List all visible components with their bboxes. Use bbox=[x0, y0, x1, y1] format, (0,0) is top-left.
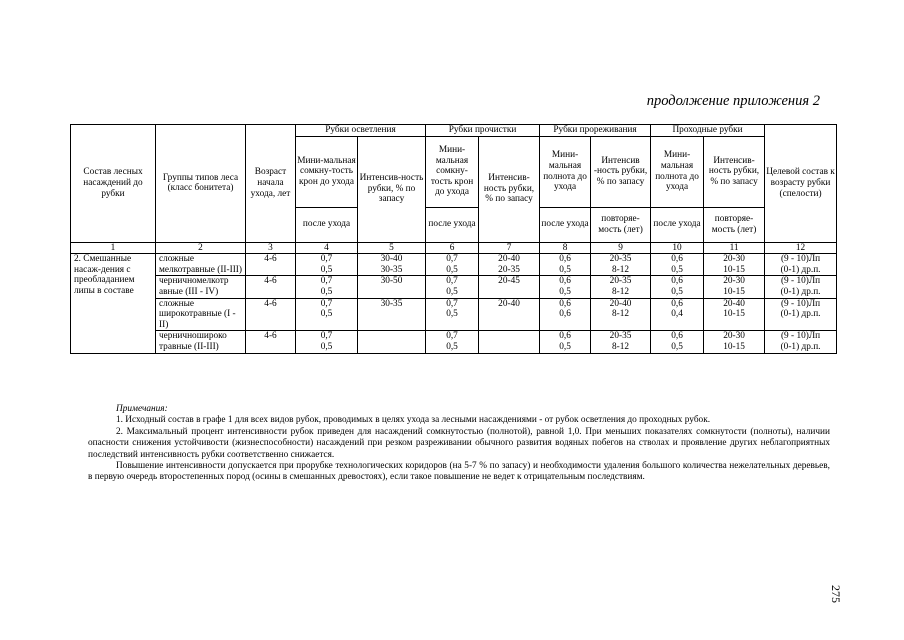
value-before: 0,6 bbox=[559, 276, 571, 287]
value-cell-c8 bbox=[540, 276, 591, 298]
column-number: 10 bbox=[651, 242, 704, 254]
value-cell-c9 bbox=[591, 276, 651, 298]
table-row bbox=[71, 298, 837, 331]
value-before: 30-35 bbox=[380, 298, 403, 309]
note-3: Повышение интенсивности допускается при прорубке технологических коридоров (на 5-7 % по запасу) и необходимости удаления большого количества нежелательных деревьев, в первую очередь второстепенных пород (осины в смешанных древостоях), если такое повышение не ведет к отрицательным последствиям. bbox=[88, 461, 830, 483]
value-before: 0,6 bbox=[559, 254, 571, 265]
value-cell-c11 bbox=[704, 331, 765, 353]
header-intensity: Интенсив-ность рубки, % по запасу bbox=[479, 136, 540, 242]
header-repeatability: повторяе-мость (лет) bbox=[704, 207, 765, 242]
value-before: 20-40 bbox=[609, 298, 632, 309]
value-before: 0,7 bbox=[320, 331, 333, 342]
header-intensity: Интенсив-ность рубки, % по запасу bbox=[704, 136, 765, 207]
value-after: 0,5 bbox=[320, 341, 333, 352]
value-cell-c6 bbox=[426, 276, 479, 298]
value-cell-c11 bbox=[704, 298, 765, 331]
value-before: 0,6 bbox=[559, 298, 571, 309]
value-before: 0,7 bbox=[320, 276, 333, 287]
value-after: 0,5 bbox=[559, 341, 571, 352]
value-cell-c12 bbox=[765, 331, 837, 353]
header-after-care: после ухода bbox=[296, 207, 358, 242]
value-after bbox=[480, 287, 538, 298]
composition-cell: 2. Смешанные насаж-дения с преобладанием липы в составе bbox=[71, 254, 156, 353]
page-number: 275 bbox=[829, 585, 843, 603]
value-after: 0,5 bbox=[320, 264, 333, 275]
column-number: 2 bbox=[156, 242, 246, 254]
header-target-composition: Целевой состав к возрасту рубки (спелости) bbox=[765, 125, 837, 243]
value-before: 20-35 bbox=[609, 254, 632, 265]
value-cell-c9 bbox=[591, 331, 651, 353]
value-cell-c4 bbox=[296, 276, 358, 298]
forest-care-table bbox=[70, 124, 837, 354]
column-number: 9 bbox=[591, 242, 651, 254]
value-cell-c9 bbox=[591, 254, 651, 276]
value-after bbox=[359, 331, 424, 342]
header-after-care: после ухода bbox=[426, 207, 479, 242]
value-after: 0,5 bbox=[671, 264, 683, 275]
value-after: 0,5 bbox=[446, 309, 458, 320]
value-after bbox=[480, 331, 538, 342]
header-group-passage: Проходные рубки bbox=[651, 125, 765, 137]
value-cell-c4 bbox=[296, 298, 358, 331]
value-before: 0,6 bbox=[671, 298, 683, 309]
header-start-age: Возраст начала ухода, лет bbox=[246, 125, 296, 243]
value-after: 0,5 bbox=[671, 341, 683, 352]
header-min-density: Мини-мальная сомкну-тость крон до ухода bbox=[296, 136, 358, 207]
value-before: 0,6 bbox=[559, 331, 571, 342]
value-cell-c5 bbox=[358, 298, 426, 331]
value-after: 8-12 bbox=[612, 341, 630, 352]
value-after: (0-1) др.п. bbox=[780, 341, 821, 352]
value-after: 0,4 bbox=[671, 309, 683, 320]
value-cell-c12 bbox=[765, 276, 837, 298]
header-min-density: Мини-мальная сомкну-тость крон до ухода bbox=[426, 136, 479, 207]
value-before: 20-40 bbox=[723, 298, 745, 309]
column-number: 1 bbox=[71, 242, 156, 254]
start-age-cell: 4-6 bbox=[246, 298, 296, 331]
column-number: 6 bbox=[426, 242, 479, 254]
forest-type-group-cell: черничношироко травные (II-III) bbox=[156, 331, 246, 353]
start-age-cell: 4-6 bbox=[246, 254, 296, 276]
header-repeatability: повторяе-мость (лет) bbox=[591, 207, 651, 242]
continuation-caption: продолжение приложения 2 bbox=[646, 93, 820, 109]
header-group-thinning: Рубки прореживания bbox=[540, 125, 651, 137]
header-forest-type-groups: Группы типов леса (класс бонитета) bbox=[156, 125, 246, 243]
value-before: (9 - 10)Лп bbox=[780, 254, 821, 265]
table-row bbox=[71, 331, 837, 353]
forest-type-group-cell: сложные широкотравные (I - II) bbox=[156, 298, 246, 331]
value-after: 20-35 bbox=[498, 264, 520, 275]
header-group-cleaning: Рубки прочистки bbox=[426, 125, 540, 137]
forest-type-group-cell: сложные мелкотравные (II-III) bbox=[156, 254, 246, 276]
value-cell-c4 bbox=[296, 331, 358, 353]
value-before: 0,7 bbox=[446, 254, 458, 265]
value-cell-c12 bbox=[765, 254, 837, 276]
value-before: 20-40 bbox=[498, 254, 520, 265]
column-number: 8 bbox=[540, 242, 591, 254]
header-intensity: Интенсив -ность рубки, % по запасу bbox=[591, 136, 651, 207]
value-before: 0,6 bbox=[671, 254, 683, 265]
column-number: 3 bbox=[246, 242, 296, 254]
value-after: 0,5 bbox=[559, 264, 571, 275]
value-cell-c12 bbox=[765, 298, 837, 331]
value-after: 10-15 bbox=[723, 341, 745, 352]
notes-caption: Примечания: bbox=[116, 404, 168, 414]
value-before: 0,7 bbox=[320, 254, 333, 265]
column-number: 11 bbox=[704, 242, 765, 254]
value-cell-c6 bbox=[426, 254, 479, 276]
value-before: 20-35 bbox=[609, 331, 632, 342]
value-after: 30-35 bbox=[380, 264, 403, 275]
value-before: 0,6 bbox=[671, 331, 683, 342]
value-cell-c6 bbox=[426, 298, 479, 331]
value-cell-c7 bbox=[479, 331, 540, 353]
start-age-cell: 4-6 bbox=[246, 276, 296, 298]
value-before: 20-35 bbox=[609, 276, 632, 287]
value-cell-c4 bbox=[296, 254, 358, 276]
value-cell-c8 bbox=[540, 298, 591, 331]
column-number: 5 bbox=[358, 242, 426, 254]
value-before: 0,6 bbox=[671, 276, 683, 287]
value-after: 0,5 bbox=[446, 341, 458, 352]
value-before: 30-50 bbox=[380, 276, 403, 287]
table-row bbox=[71, 276, 837, 298]
note-2: 2. Максимальный процент интенсивности рубок приведен для насаждений сомкнутостью (полнотой), равной 1,0. При меньших показателях сомкнутости (полноты), наличии опасности снижения устойчивости (жизнеспособности) насаждений при резком разреживании обычного развития водяных побегов на стволах и проявление других неблагоприятных последствий интенсивность рубки соответственно снижается. bbox=[88, 426, 830, 460]
value-before: 20-40 bbox=[498, 298, 520, 309]
value-before: 20-30 bbox=[723, 276, 745, 287]
value-after bbox=[359, 287, 424, 298]
value-after: 10-15 bbox=[723, 309, 745, 320]
notes-section bbox=[88, 404, 830, 484]
header-group-clearing: Рубки осветления bbox=[296, 125, 426, 137]
forest-type-group-cell: черничномелкотр авные (III - IV) bbox=[156, 276, 246, 298]
value-after: 10-15 bbox=[723, 264, 745, 275]
value-after: 8-12 bbox=[612, 286, 630, 297]
value-before: 0,7 bbox=[446, 276, 458, 287]
value-after: 0,5 bbox=[446, 264, 458, 275]
header-composition: Состав лесных насаждений до рубки bbox=[71, 125, 156, 243]
header-intensity: Интенсив-ность рубки, % по запасу bbox=[358, 136, 426, 242]
value-cell-c6 bbox=[426, 331, 479, 353]
table-row bbox=[71, 254, 837, 276]
value-cell-c10 bbox=[651, 254, 704, 276]
value-before: (9 - 10)Лп bbox=[780, 298, 821, 309]
value-cell-c7 bbox=[479, 276, 540, 298]
value-cell-c10 bbox=[651, 276, 704, 298]
value-after: 10-15 bbox=[723, 286, 745, 297]
value-cell-c8 bbox=[540, 254, 591, 276]
header-after-care: после ухода bbox=[540, 207, 591, 242]
value-after: 0,5 bbox=[446, 286, 458, 297]
value-before: (9 - 10)Лп bbox=[780, 331, 821, 342]
value-cell-c5 bbox=[358, 254, 426, 276]
value-cell-c7 bbox=[479, 254, 540, 276]
value-before: 30-40 bbox=[380, 254, 403, 265]
value-after bbox=[359, 309, 424, 320]
value-before: 20-45 bbox=[498, 276, 520, 287]
value-cell-c11 bbox=[704, 254, 765, 276]
value-before: 0,7 bbox=[446, 331, 458, 342]
value-after bbox=[480, 309, 538, 320]
column-number: 12 bbox=[765, 242, 837, 254]
value-before: 20-30 bbox=[723, 254, 745, 265]
value-cell-c5 bbox=[358, 276, 426, 298]
value-cell-c8 bbox=[540, 331, 591, 353]
value-cell-c10 bbox=[651, 298, 704, 331]
value-after: (0-1) др.п. bbox=[780, 264, 821, 275]
header-min-fullness: Мини-мальная полнота до ухода bbox=[651, 136, 704, 207]
value-cell-c7 bbox=[479, 298, 540, 331]
value-after: 0,5 bbox=[320, 286, 333, 297]
value-before: 0,7 bbox=[320, 298, 333, 309]
value-before: 20-30 bbox=[723, 331, 745, 342]
column-number: 4 bbox=[296, 242, 358, 254]
value-after: 8-12 bbox=[612, 264, 630, 275]
column-number: 7 bbox=[479, 242, 540, 254]
value-after: 8-12 bbox=[612, 309, 630, 320]
value-after: (0-1) др.п. bbox=[780, 309, 821, 320]
header-min-fullness: Мини-мальная полнота до ухода bbox=[540, 136, 591, 207]
value-before: 0,7 bbox=[446, 298, 458, 309]
value-cell-c5 bbox=[358, 331, 426, 353]
value-after: 0,5 bbox=[671, 286, 683, 297]
value-after: 0,5 bbox=[320, 309, 333, 320]
note-1: 1. Исходный состав в графе 1 для всех видов рубок, проводимых в целях ухода за лесными насаждениями - от рубок осветления до проходных рубок. bbox=[116, 415, 711, 426]
value-cell-c10 bbox=[651, 331, 704, 353]
value-cell-c11 bbox=[704, 276, 765, 298]
value-cell-c9 bbox=[591, 298, 651, 331]
value-after: 0,5 bbox=[559, 286, 571, 297]
header-after-care: после ухода bbox=[651, 207, 704, 242]
value-before: (9 - 10)Лп bbox=[780, 276, 821, 287]
value-after: 0,6 bbox=[559, 309, 571, 320]
value-after: (0-1) др.п. bbox=[780, 286, 821, 297]
start-age-cell: 4-6 bbox=[246, 331, 296, 353]
